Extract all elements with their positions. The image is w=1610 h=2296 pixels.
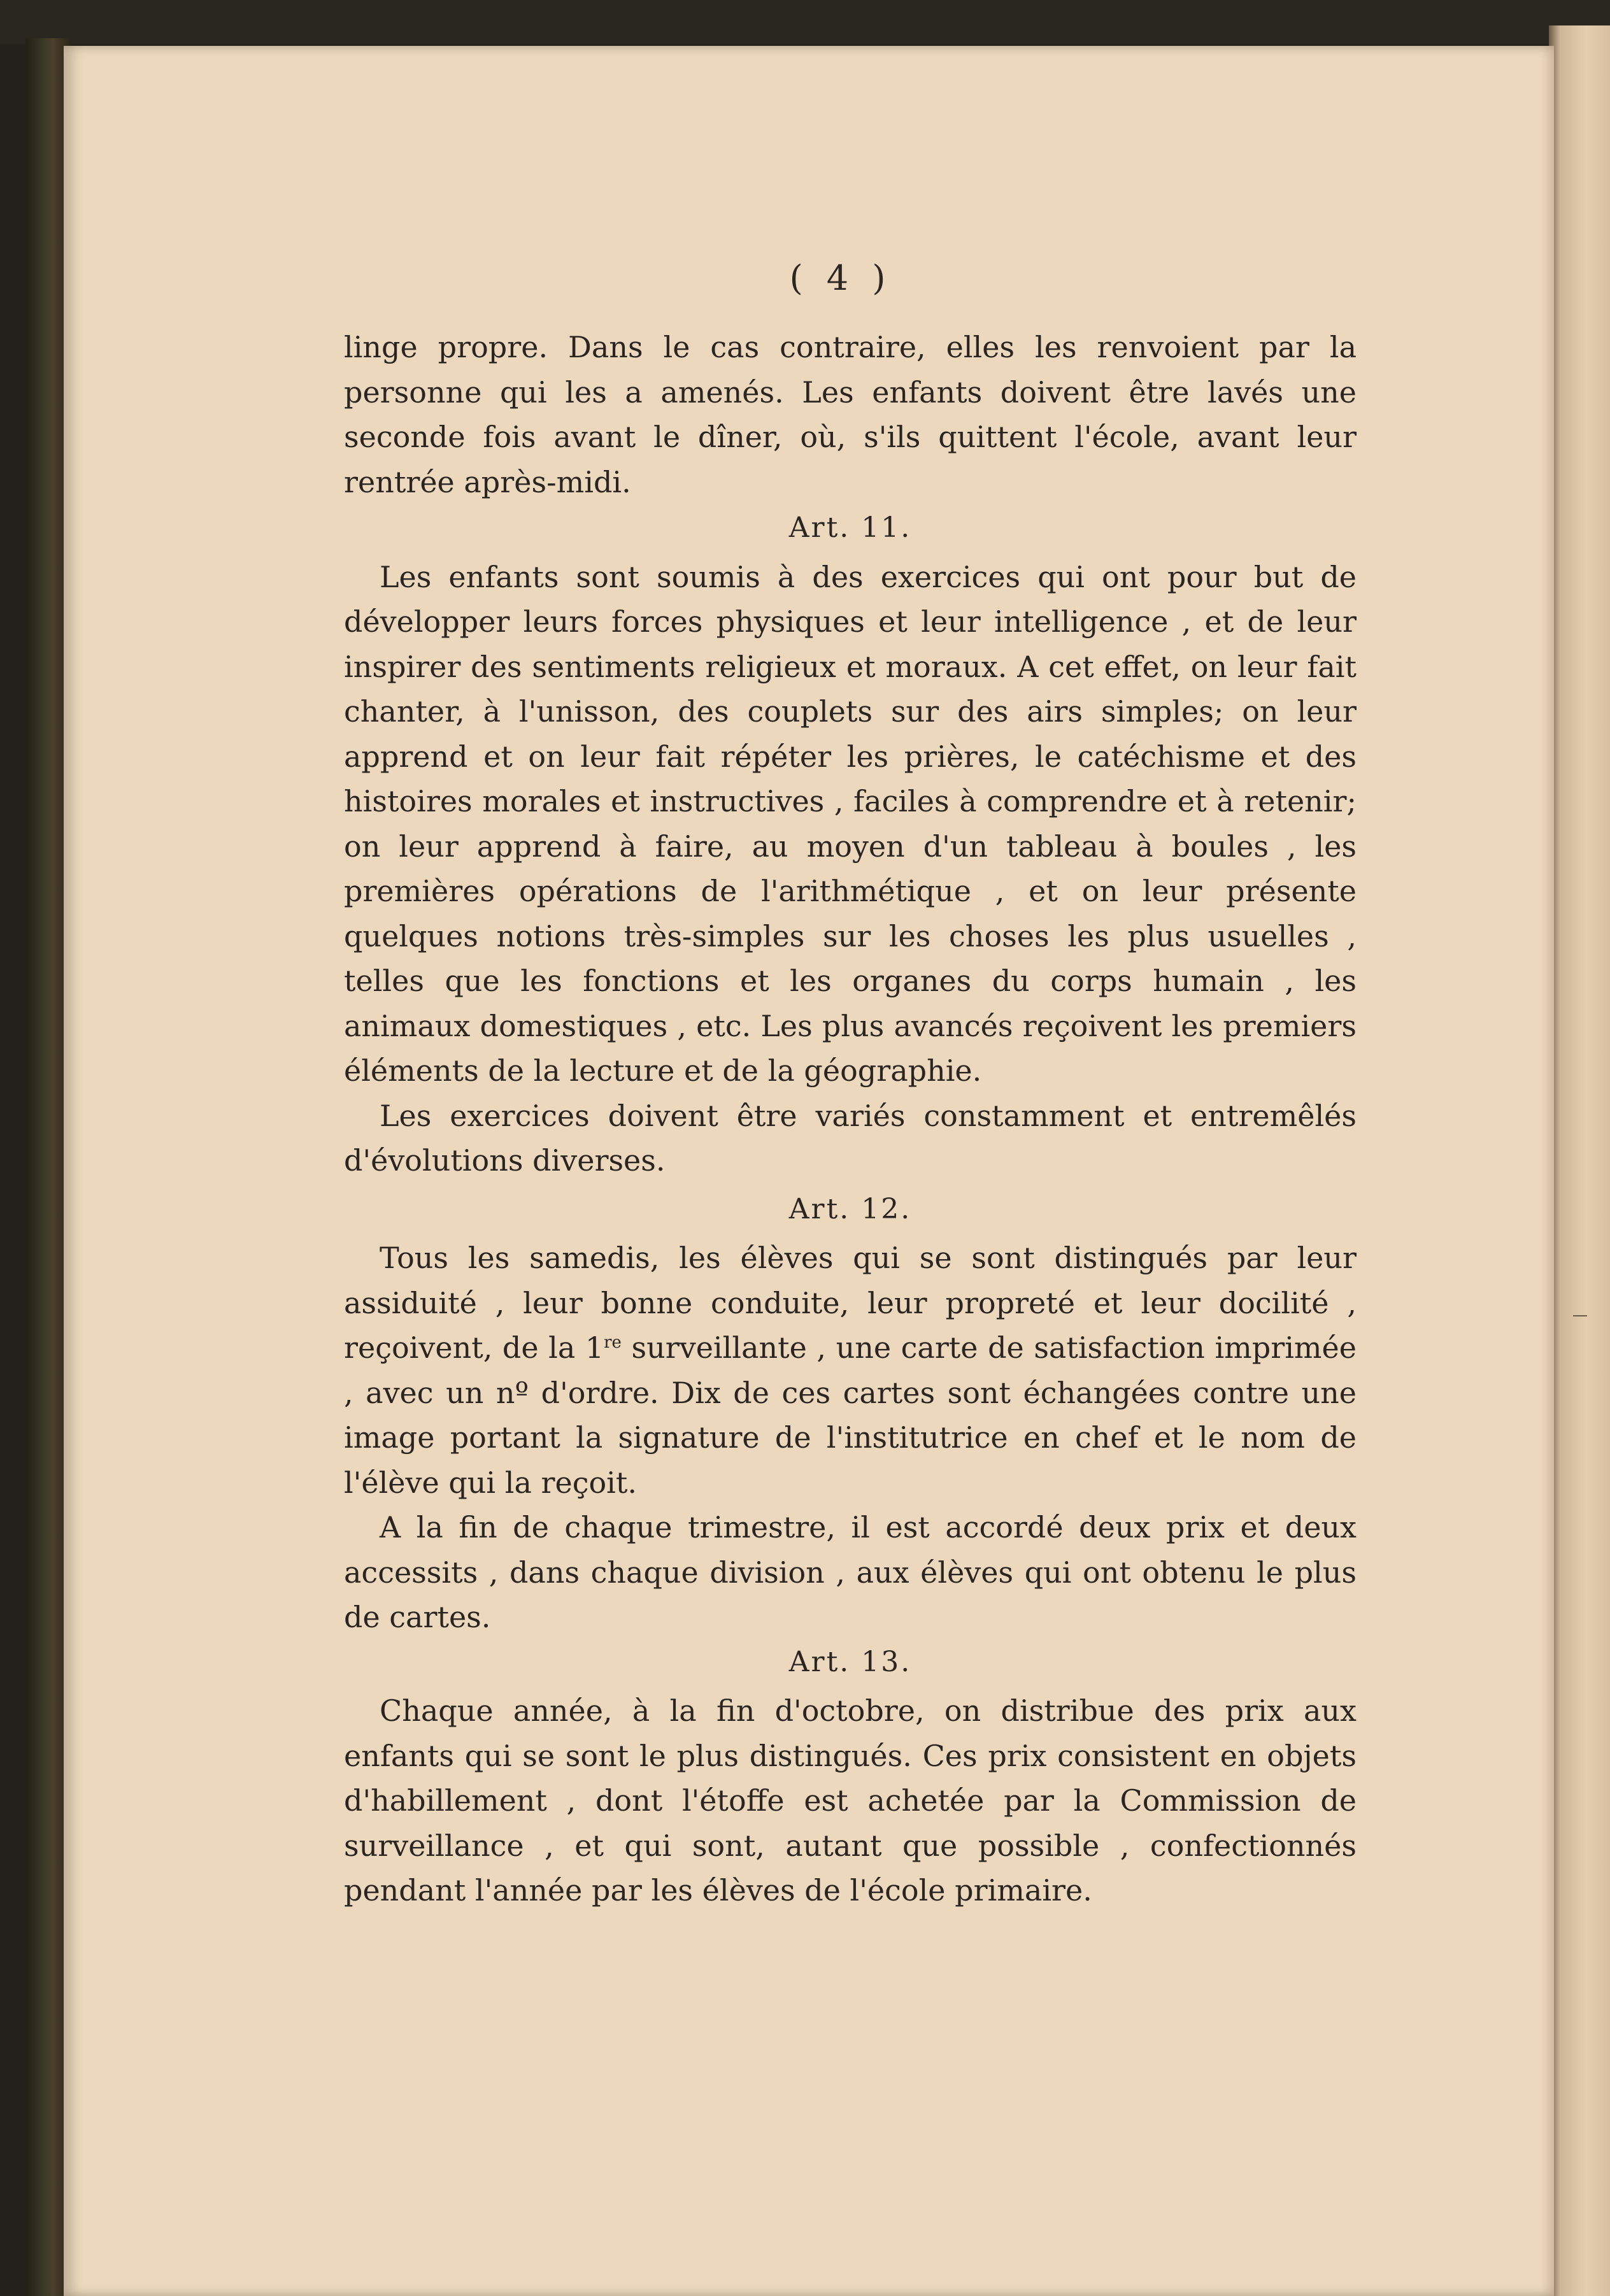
article-13-heading: Art. 13. [788,1645,912,1678]
scan-background-top [0,0,1610,45]
article-11-heading: Art. 11. [788,511,912,544]
paragraph-samedis [344,1236,1357,1505]
page-number: ( 4 ) [789,258,892,298]
paragraph-exercices: Les enfants sont soumis à des exercices qui ont pour but de développer leurs forces physiques et leur intelligence , et de leur inspirer des sentiments religieux et moraux. A cet effet, on leur fait chanter, à l'unisson, des couplets sur des airs simples; on leur apprend et on leur fait répéter les prières, le catéchisme et des histoires morales et instructives , faciles à comprendre et à retenir; on leur apprend à faire, au moyen d'un tableau à boules , les premières opérations de l'arithmétique , et on leur présente quelques notions très-simples sur les choses les plus usuelles , telles que les fonctions et les organes du corps humain , les animaux domestiques , etc. Les plus avancés reçoivent les premiers éléments de la lecture et de la géographie. [344,559,1357,1088]
next-page-edge [1549,25,1610,2296]
body-text [344,325,1357,1913]
paragraph-linge: linge propre. Dans le cas contraire, elles les renvoient par la personne qui les a amenés. Les enfants doivent être lavés une seconde fois avant le dîner, où, s'ils quittent l'école, avant leur rentrée après-midi. [344,330,1357,499]
article-12-heading: Art. 12. [788,1192,912,1225]
superscript-re: re [604,1333,622,1352]
paragraph-evolutions: Les exercices doivent être variés constamment et entremêlés d'évolutions diverses. [344,1098,1357,1178]
paragraph-samedis-part1: Tous les samedis, les élèves qui se sont distingués par leur assiduité , leur bonne conduite, leur propreté et leur docilité , reçoivent, de la 1 [344,1241,1357,1365]
paragraph-samedis-part2: surveillante , une carte de satisfaction imprimée , avec un nº d'ordre. Dix de ces cartes sont échangées contre une image portant la signature de l'institutrice en chef et le nom de l'élève qui la reçoit. [344,1330,1357,1500]
paragraph-trimestre: A la fin de chaque trimestre, il est accordé deux prix et deux accessits , dans chaque division , aux élèves qui ont obtenu le plus de cartes. [344,1510,1357,1634]
margin-mark [1573,1315,1587,1316]
paragraph-annee: Chaque année, à la fin d'octobre, on distribue des prix aux enfants qui se sont le plus distingués. Ces prix consistent en objets d'habillement , dont l'étoffe est achetée par la Commission de surveillance , et qui sont, autant que possible , confectionnés pendant l'année par les élèves de l'école primaire. [344,1693,1357,1907]
